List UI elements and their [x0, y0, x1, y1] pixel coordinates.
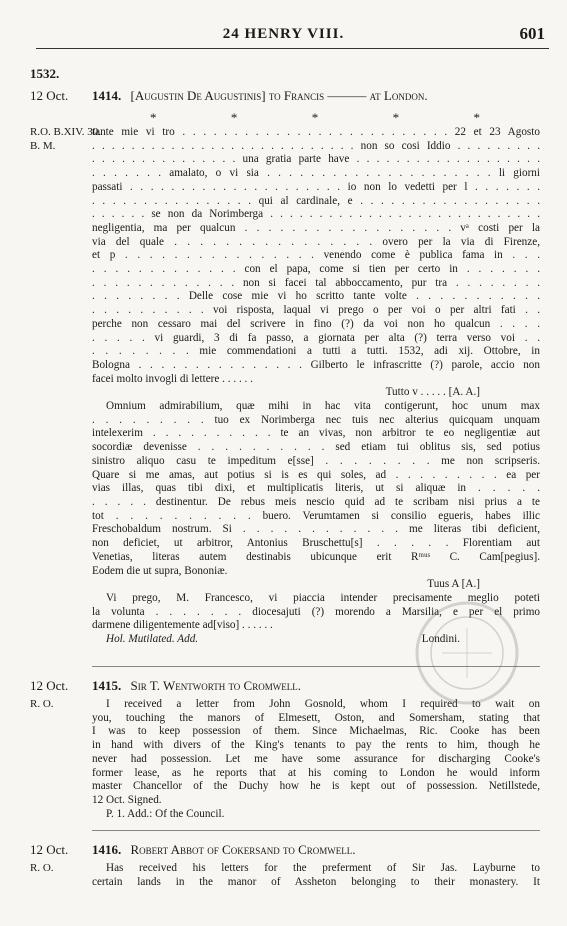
- entry-heading: [92, 88, 540, 104]
- text-line: 12 Oct. Signed.: [92, 793, 162, 806]
- text-line: Venetias, literas autem destinabis ubicunque erit Rᵐᵘˢ C. Cam[pegius].: [92, 550, 540, 563]
- text-line: Omnium admirabilium, quæ mihi in hac vita contigerunt, hoc unum max: [106, 400, 540, 413]
- running-header: [0, 22, 567, 44]
- text-line: . . . . . . . . Delle cose mie vi ho scritto tante volte . . . . . . . . . . .: [92, 290, 540, 303]
- text-line: master Chancellor of the Duchy how he is kept out of possession. Netillstede,: [92, 780, 540, 793]
- text-line: sinistro aliquo casu te impeditum e[sse] . . . . . . . . me non scripseris.: [92, 454, 540, 467]
- text-line: socordiæ devenisse . . . . . . . . . . sed etiam tui oblitus sis, sed potius: [92, 441, 540, 454]
- star: *: [230, 110, 238, 125]
- entry-title: Sir T. Wentworth to Cromwell.: [130, 678, 301, 693]
- text-line: . . . . . . . . . . . . . . . . . . . . . . . . . . . non so cosi Iddio . . . . . . . . .: [92, 139, 540, 152]
- text-line: Vi prego, M. Francesco, vi piaccia intender precisamente meglio poteti: [106, 591, 540, 604]
- year-label: 1532.: [30, 66, 60, 81]
- star: *: [473, 110, 480, 125]
- entry-number: 1414.: [92, 88, 122, 103]
- page-number: 601: [519, 24, 545, 43]
- text-line: la volunta . . . . . . . diocesajuti (?) morendo a Marsilia, e per el primo: [92, 605, 540, 618]
- text-line: . . . . . . . . . . . . . . . una gratia parte have . . . . . . . . . . . . . . . . . . .: [92, 153, 540, 166]
- text-line: in hand with divers of the King's tenants to pay the rents to him, though he: [92, 739, 540, 752]
- text-line: Quare si me amas, aut potius si is es qui soles, ad . . . . . . . . . ea per: [92, 468, 540, 481]
- text-line: vias illas, quas tibi dixi, et multiplicatis literis, ut si aliquæ in . . . . .: [92, 482, 540, 495]
- omission-stars: [150, 110, 480, 126]
- text-line: et p . . . . . . . . . . . . . . . . venendo come è publica fama in . . .: [92, 249, 540, 262]
- text-line: . . . . . . . . . . . . . . . . qui al cardinale, e . . . . . . . . . . . . . . . . . .: [92, 194, 540, 207]
- entry-date: 12 Oct.: [30, 88, 69, 103]
- entry-date: 12 Oct.: [30, 678, 69, 693]
- entry-title: Robert Abbot of Cokersand to Cromwell.: [130, 842, 356, 857]
- entry-body: [92, 698, 540, 821]
- source-ref: R. O.: [30, 698, 54, 710]
- text-line: passati . . . . . . . . . . . . . . . . . . . . . io non lo vedetti per l . . . . . . .: [92, 180, 540, 193]
- text-line: tante mie vi tro . . . . . . . . . . . . . . . . . . . . . . . . . . 22 et 23 Agosto: [92, 126, 540, 138]
- text-line: perche non cessaro mai del scrivere in fino (?) da voi non ho qualcun . . . .: [92, 317, 540, 330]
- star: *: [150, 110, 157, 125]
- text-line: never had possession. Let me have some assurance for discharging Cooke's: [92, 752, 540, 765]
- star: *: [311, 110, 319, 125]
- entry-body: [92, 126, 540, 647]
- text-line: facei molto invogli di lettere . . . . . .: [92, 372, 253, 385]
- source-ref: R.O. B.XIV. 30.: [30, 126, 102, 138]
- entry-date: 12 Oct.: [30, 842, 69, 857]
- text-line: Has received his letters for the preferment of Sir Jas. Layburne to: [106, 862, 540, 874]
- text-line: you, touching the manors of Elmesett, Oston, and Somersham, stating that: [92, 711, 540, 724]
- source-ref: R. O.: [30, 862, 54, 874]
- text-line: non deficiet, ut arbitror, Antonius Bruschettu[s] . . . . . Florentiam aut: [92, 537, 540, 550]
- watermark-stamp-icon: [412, 598, 522, 708]
- entry-title: [Augustin De Augustinis] to Francis ——— at London.: [130, 88, 428, 103]
- text-line: via del quale . . . . . . . . . . . . . . . . overo per la via di Firenze,: [92, 235, 540, 248]
- text-line: . . . . . . . . . tuo ex Norimberga nec tuis nec alterius quicquam unquam: [92, 413, 540, 426]
- signoff: Tuus A [A.]: [427, 578, 480, 591]
- text-line: . . . . . destinentur. De rebus meis nescio quid ad te scribam nisi prius a te: [92, 495, 540, 508]
- text-line: . . . . . . . . . . voi risposta, laqual vi prego o per voi o per altri fati . .: [92, 304, 540, 317]
- text-line: I was to keep possession of them. Since Michaelmas, Ric. Cooke has been: [92, 725, 540, 738]
- entry-number: 1416.: [92, 842, 122, 857]
- entry-number: 1415.: [92, 678, 122, 693]
- footnote-right: Londini.: [421, 633, 460, 646]
- text-line: . . . . . . . . . . . . . con el papa, come si tien per certo in . . . . . . .: [92, 263, 540, 276]
- star: *: [392, 110, 400, 125]
- text-line: certain lands in the manor of Assheton belonging to their monastery. It: [92, 875, 540, 888]
- entry-footnote: P. 1. Add.: Of the Council.: [106, 807, 225, 820]
- text-line: . . . . . . . . . . . . . non si facei tal abboccamento, pur tra . . . . . . . .: [92, 276, 540, 289]
- entry-body: [92, 862, 540, 889]
- text-line: I received a letter from John Gosnold, whom I required to wait on: [106, 698, 540, 710]
- text-line: Freschobaldum nostrum. Si . . . . . . . . . . . . me literas tibi deficient,: [92, 523, 540, 536]
- text-line: Bologna . . . . . . . . . . . . . . . Gilberto le infrascritte (?) parole, accio non: [92, 358, 540, 371]
- source-ref: B. M.: [30, 140, 56, 152]
- entry-heading: [92, 842, 540, 858]
- text-line: darmene diligentemente ad[viso] . . . . . .: [92, 619, 273, 632]
- text-line: negligentia, ma per qualcun . . . . . . . . . . . . . . . . . . vᵃ costi per la: [92, 221, 540, 234]
- text-line: . . . . . . . . mie commendationi a tutti a tutti. 1532, adi xij. Ottobre, in: [92, 345, 540, 358]
- signoff: Tutto v . . . . . [A. A.]: [385, 386, 480, 399]
- text-line: Eodem die ut supra, Bononiæ.: [92, 564, 228, 577]
- text-line: . . . . . . se non da Norimberga . . . . . . . . . . . . . . . . . . . . . . . . . . . .: [92, 208, 540, 221]
- header-rule: [36, 48, 549, 49]
- text-line: . . . . . . . amalato, o vi sia . . . . . . . . . . . . . . . . . . . . . li giorni: [92, 167, 540, 180]
- text-line: tot . . . . . . . . . . buero. Verumtamen si consilio egueris, habes illic: [92, 509, 540, 522]
- running-title: 24 HENRY VIII.: [222, 26, 345, 42]
- entry-divider: [92, 830, 540, 831]
- footnote-left: Hol. Mutilated. Add.: [106, 633, 199, 646]
- text-line: former lease, as he reports that at his coming to London he would inform: [92, 766, 540, 779]
- text-line: intelexerim . . . . . . . . . . te an vivas, non arbitror te eo negligentiæ aut: [92, 427, 540, 440]
- text-line: . . . . . vi guardi, 3 di fa passo, a giornata per alta (?) terra verso voi . .: [92, 331, 540, 344]
